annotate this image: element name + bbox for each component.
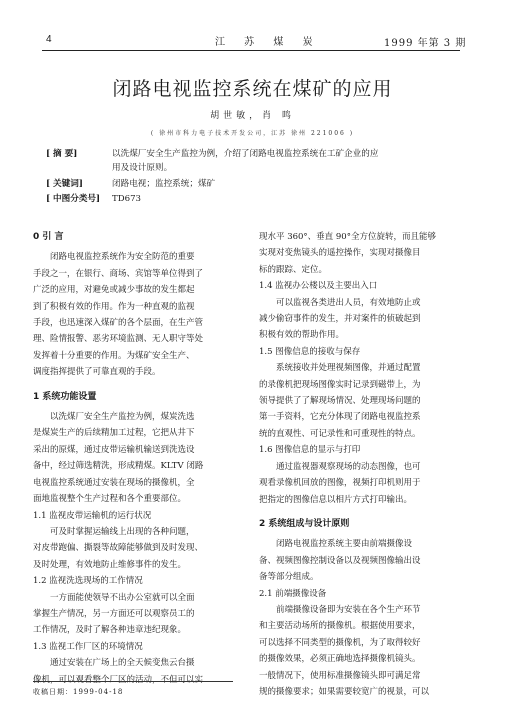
paragraph: 系统接收并处理视频图像，并通过配置 的录像机把现场图像实时记录到磁带上，为 领导提供了了解现场情况、处理现场问题的 第一手资料，它充分体现了闭路电视监控系 统的直观性、可记录性和可重现性的特点。 — [259, 363, 421, 439]
keywords-tag: [ 关键词] — [46, 179, 83, 189]
classification-text: TD673 — [112, 194, 142, 204]
paragraph: 一方面能使领导不出办公室就可以全面 掌握生产情况，另一方面还可以观察员工的 工作情况，及时了解各种违章违纪现象。 — [33, 592, 195, 636]
subsection-heading: 1.2 监视洗选现场的工作情况 — [33, 576, 143, 587]
keywords-block — [46, 177, 456, 191]
subsection-heading: 1.4 监视办公楼以及主要出入口 — [259, 281, 378, 292]
page-header — [0, 0, 505, 56]
subsection-heading: 2.1 前端摄像设备 — [259, 588, 327, 599]
section-heading: 0 引 言 — [33, 232, 64, 242]
article-title: 闭路电视监控系统在煤矿的应用 — [112, 78, 393, 100]
keywords-text: 闭路电视；监控系统；煤矿 — [112, 179, 216, 189]
paragraph: 闭路电视监控系统作为安全防范的重要 手段之一，在银行、商场、宾馆等单位得到了 广泛的应用，对避免或减少事故的发生都起 到了积极有效的作用。作为一种直观的监视 手段，也迅速深入煤矿的各个层面，在生产管 理、险情报警、恶劣环境监测、无人职守等处 发挥着十分重要的作用。为煤矿安全生产、 调度指挥提供了可靠直观的手段。 — [33, 252, 204, 378]
footnote-rule — [33, 681, 233, 682]
paragraph: 闭路电视监控系统主要由前端摄像设 备、视频图像控制设备以及视频图像输出设 备等部分组成。 — [259, 539, 421, 583]
abstract-tag: [ 摘 要] — [46, 149, 78, 159]
subsection-heading: 1.3 监视工作厂区的环境情况 — [33, 641, 143, 652]
right-column — [259, 229, 462, 700]
paragraph: 现水平 360°、垂直 90°全方位旋转，而且能够 实现对变焦镜头的遥控操作，实现对摄像目 标的跟踪、定位。 — [259, 232, 436, 275]
received-date: 收稿日期：1999-04-18 — [33, 688, 124, 696]
left-column — [33, 229, 236, 688]
page-number: 4 — [46, 34, 52, 45]
paragraph: 通过监视器观察现场的动态图像，也可 观看录像机回放的图像，视频打印机则用于 把指定的图像信息以相片方式打印输出。 — [259, 461, 421, 505]
paragraph: 可及时掌握运输线上出现的各种问题， 对皮带跑偏、撕裂等故障能够做到及时发现、 及时处理，有效地防止维修事件的发生。 — [33, 526, 204, 570]
subsection-heading: 1.6 图像信息的显示与打印 — [259, 445, 361, 456]
journal-issue: 1999 年第 3 期 — [384, 38, 467, 49]
subsection-heading: 1.1 监视皮带运输机的运行状况 — [33, 510, 152, 521]
paragraph: 前端摄像设备即为安装在各个生产环节 和主要活动场所的摄像机。根据使用要求， 可以选择不同类型的摄像机，为了取得较好 的摄像效果，必须正确地选择摄像机镜头。 一般情况下，使用标准摄像镜头即可满足常 规的摄像要求；如果需要较宽广的视景，可以 — [259, 604, 430, 697]
classification-tag: [ 中图分类号] — [46, 194, 101, 204]
article-authors: 胡世敏，肖 鸣 — [210, 111, 295, 121]
section-heading: 1 系统功能设置 — [33, 391, 97, 402]
section-heading: 2 系统组成与设计原则 — [259, 518, 350, 529]
paragraph: 以洗煤厂安全生产监控为例，煤炭洗选 是煤炭生产的后续精加工过程，它把从井下 采出的原煤，通过皮带运输机输送到洗选设 备中，经过筛选精洗，形成精煤。KLTV 闭路 电视监控系统通过安装在现场的摄像机，全 面地监视整个生产过程和各个重要部位。 — [33, 412, 204, 505]
abstract-line-1: 以洗煤厂安全生产监控为例，介绍了闭路电视监控系统在工矿企业的应 — [112, 149, 379, 159]
journal-name: 江 苏 煤 炭 — [215, 37, 321, 48]
classification-block — [46, 192, 456, 206]
subsection-heading: 1.5 图像信息的接收与保存 — [259, 346, 361, 357]
paragraph: 通过安装在广场上的全天候变焦云台摄 像机，可以观看整个厂区的活动，不但可以实 — [33, 658, 204, 685]
paragraph: 可以监视各类进出人员，有效地防止或 减少偷窃事件的发生，并对案件的侦破起到 积极有效的帮助作用。 — [259, 297, 421, 341]
abstract-line-2: 用及设计原则。 — [112, 163, 173, 173]
header-rule — [42, 50, 460, 51]
author-affiliation: ( 徐州市科力电子技术开发公司，江苏 徐州 221006 ) — [150, 130, 355, 137]
abstract-block — [46, 147, 456, 175]
